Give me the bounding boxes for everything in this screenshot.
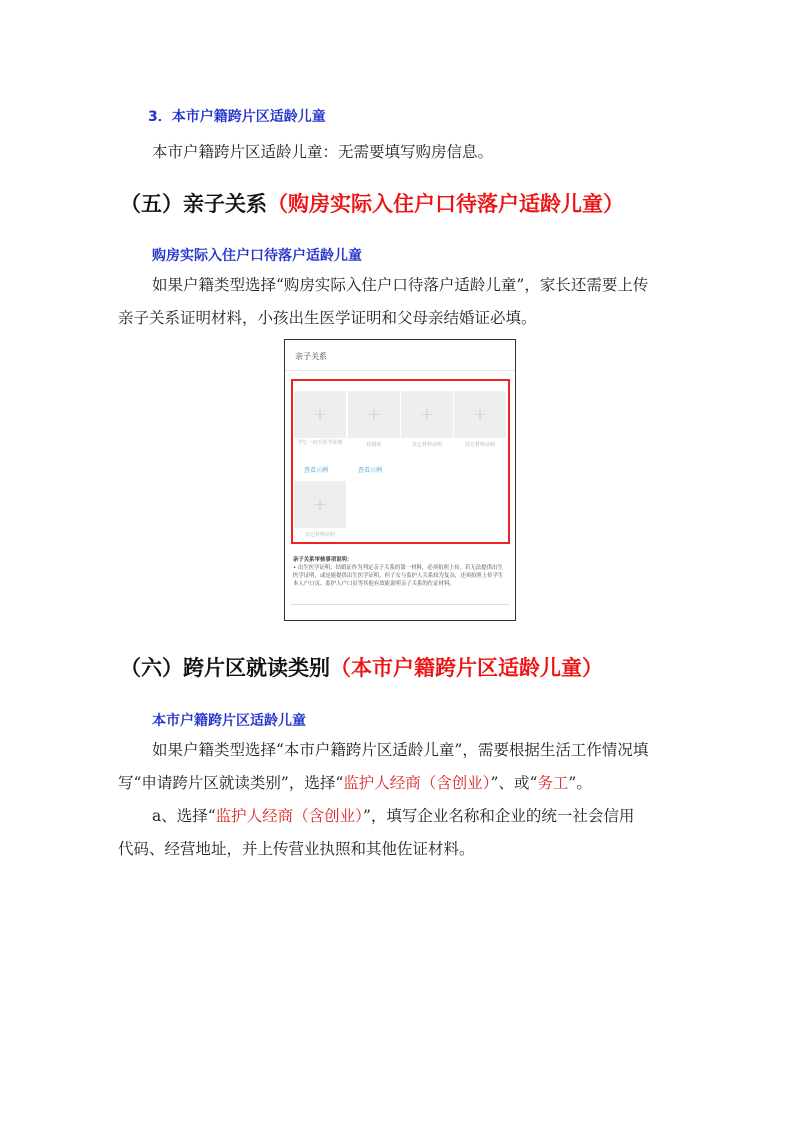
upload-tile-label: 结婚证 [366,442,382,448]
para2-red-option-business: 监护人经商（含创业） [215,807,363,825]
view-example-link[interactable]: 查看示例 [358,467,383,474]
upload-tile[interactable] [454,391,506,438]
review-note [293,556,507,588]
upload-tile[interactable] [348,391,400,438]
parent-child-upload-screenshot [284,339,516,621]
section6-para1-line1: 如果户籍类型选择“本市户籍跨片区适龄儿童”，需要根据生活工作情况填 [152,741,649,759]
para1-text-b: ”、或“ [490,774,538,792]
plus-icon: + [419,404,435,425]
para1-red-option-work: 务工 [537,774,569,792]
review-note-body: • 出生医学证明、结婚证作为判定亲子关系的第一材料，必须拍照上传。若无法提供出生医学证明，或是能提供出生医学证明，但子女与监护人关系较为复杂，还须拍照上传学生本人户口页、监护人户口页等其他有效能说明亲子关系的佐证材料。 [293,565,504,587]
panel-title: 亲子关系 [295,352,327,361]
section5-para-line1: 如果户籍类型选择“购房实际入住户口待落户适龄儿童”，家长还需要上传 [152,276,649,294]
note-divider [291,604,509,605]
para1-red-option-business: 监护人经商（含创业） [343,774,491,792]
section3-text: 本市户籍跨片区适龄儿童：无需要填写购房信息。 [152,143,494,161]
section5-title-prefix: （五）亲子关系 [120,192,267,216]
section6-para2-line2: 代码、经营地址，并上传营业执照和其他佐证材料。 [118,840,475,858]
view-example-link[interactable]: 查看示例 [304,467,329,474]
upload-tile[interactable] [294,481,346,528]
section5-para-line2: 亲子关系证明材料，小孩出生医学证明和父母亲结婚证必填。 [118,309,537,327]
review-note-title: 亲子关系审核事项说明： [293,557,353,563]
section6-title [120,652,603,682]
panel-divider [285,370,515,371]
para2-text-a: a、选择“ [152,807,216,825]
section6-title-prefix: （六）跨片区就读类别 [120,656,330,680]
para2-text-b: ”，填写企业名称和企业的统一社会信用 [362,807,635,825]
upload-tile-label: 其它材料证明 [464,442,495,448]
upload-tile[interactable] [294,391,346,438]
section5-title [120,188,624,218]
section5-title-suffix: （购房实际入住户口待落户适龄儿童） [267,192,624,216]
upload-tile-label: 其它材料证明 [411,442,442,448]
section6-para2-line1 [152,800,634,833]
para1-text-a: 写“申请跨片区就读类别”，选择“ [118,774,344,792]
para1-text-c: ”。 [568,774,592,792]
section6-subheading: 本市户籍跨片区适龄儿童 [152,713,306,729]
section6-title-suffix: （本市户籍跨片区适龄儿童） [330,656,603,680]
section3-heading: 3．本市户籍跨片区适龄儿童 [148,109,326,125]
upload-tile-label: 其它材料证明 [304,532,335,538]
plus-icon: + [472,404,488,425]
upload-tile-label: 学生一出生医学证明 [297,440,343,446]
plus-icon: + [312,494,328,515]
upload-tile[interactable] [401,391,453,438]
plus-icon: + [366,404,382,425]
section6-para1-line2 [118,767,592,800]
plus-icon: + [312,404,328,425]
section5-subheading: 购房实际入住户口待落户适龄儿童 [152,248,362,264]
